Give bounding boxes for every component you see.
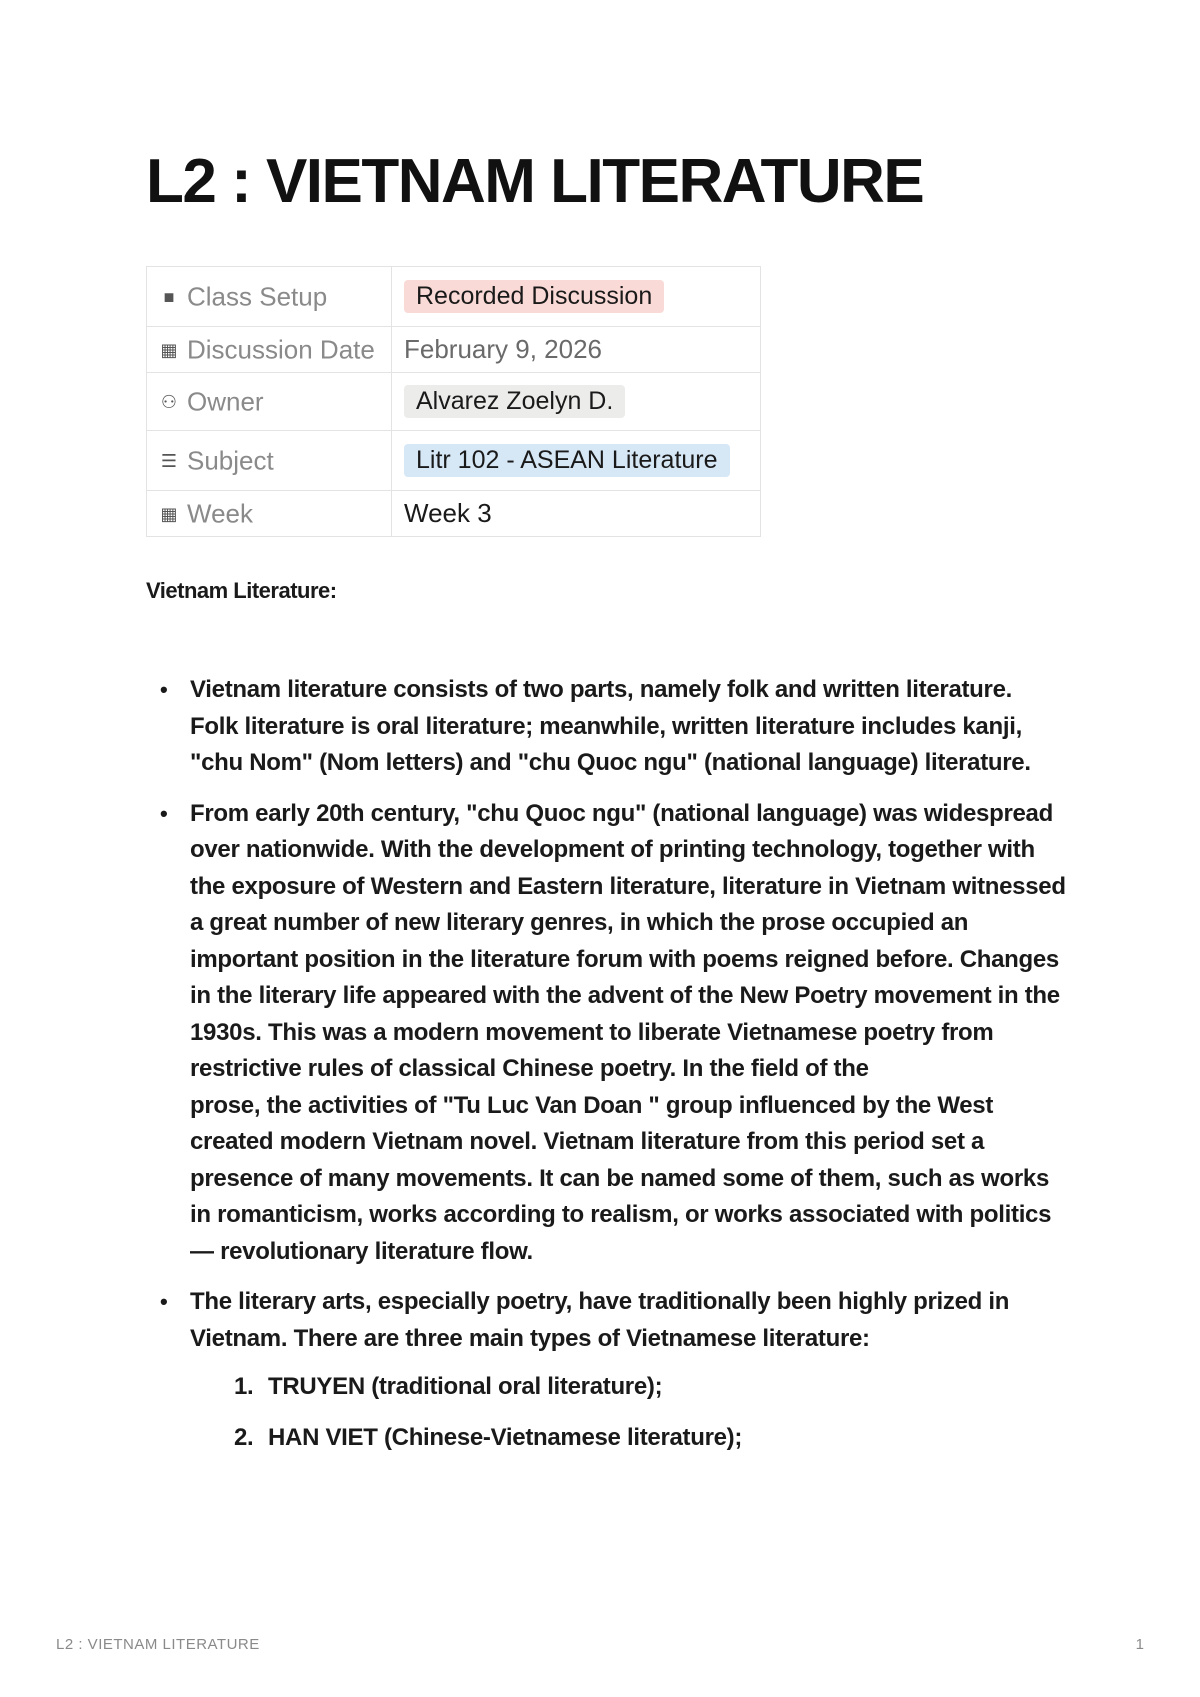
bullet-text: The literary arts, especially poetry, have traditionally been highly prized in Vietnam. There are three main types of Vietnamese literature: [190, 1288, 1010, 1352]
bullet-item [146, 672, 1066, 782]
bullet-text: Vietnam literature consists of two parts, namely folk and written literature. Folk literature is oral literature; meanwhile, written literature includes kanji, "chu Nom" (Nom letters) and "chu Quoc ngu" (national language) literature. [190, 676, 1031, 776]
calendar-icon: ▦ [160, 503, 178, 524]
property-row [147, 267, 761, 327]
properties-body [147, 267, 761, 537]
list-item-text: TRUYEN (traditional oral literature); [268, 1373, 663, 1400]
property-value-text: February 9, 2026 [404, 334, 603, 364]
types-list-item [234, 1420, 1066, 1457]
types-list-item [234, 1369, 1066, 1406]
list-icon: ☰ [160, 450, 178, 471]
bullet-list [146, 672, 1066, 1470]
property-key [147, 431, 392, 491]
property-row [147, 431, 761, 491]
property-value-text: Alvarez Zoelyn D. [404, 385, 625, 418]
list-number: 2. [234, 1423, 254, 1451]
footer-title: L2 : VIETNAM LITERATURE [56, 1636, 260, 1653]
bullet-dot: • [160, 677, 168, 702]
bullet-text: From early 20th century, "chu Quoc ngu" (national language) was widespread over nationwide. With the development of printing technology, together with the exposure of Western and Eastern literature, literature in Vietnam witnessed a great number of new literary genres, in which the prose occupied an important position in the literature forum with poems reigned before. Changes in the literary life appeared with the advent of the New Poetry movement in the 1930s. This was a modern movement to liberate Vietnamese poetry from restrictive rules of classical Chinese poetry. In the field of the [190, 799, 1066, 1082]
property-value-text: Week 3 [404, 498, 492, 528]
property-key [147, 267, 392, 327]
bullet-dot: • [160, 1289, 168, 1314]
bullet-item [146, 796, 1066, 1271]
property-key [147, 491, 392, 537]
page-title: L2 : VIETNAM LITERATURE [146, 147, 924, 216]
property-value-text: Recorded Discussion [404, 280, 664, 313]
property-key-label: Week [187, 498, 253, 529]
bullet-dot: • [160, 800, 168, 826]
section-heading: Vietnam Literature: [146, 578, 337, 603]
property-value[interactable] [392, 267, 761, 327]
property-value[interactable] [392, 491, 761, 537]
property-key [147, 327, 392, 373]
list-number: 1. [234, 1373, 254, 1400]
properties-table [146, 266, 761, 537]
property-key-label: Subject [187, 445, 274, 476]
square-icon: ■ [163, 286, 175, 307]
person-icon: ⚇ [160, 391, 178, 412]
bullet-text-continuation: prose, the activities of "Tu Luc Van Doan " group influenced by the West created modern Vietnam novel. Vietnam literature from this period set a presence of many movements. It can be named some of them, such as works in romanticism, works according to realism, or works associated with politics — revolutionary literature flow. [190, 1091, 1052, 1265]
property-value-text: Litr 102 - ASEAN Literature [404, 444, 730, 477]
property-key-label: Class Setup [187, 281, 328, 312]
property-value[interactable] [392, 431, 761, 491]
property-key-label: Owner [187, 386, 264, 417]
property-row [147, 491, 761, 537]
property-key [147, 373, 392, 431]
property-value[interactable] [392, 373, 761, 431]
property-row [147, 373, 761, 431]
property-key-label: Discussion Date [187, 334, 375, 365]
property-value[interactable] [392, 327, 761, 373]
list-item-text: HAN VIET (Chinese-Vietnamese literature); [268, 1423, 743, 1451]
bullet-item [146, 1284, 1066, 1456]
types-list [190, 1369, 1066, 1456]
page-number: 1 [1135, 1636, 1144, 1653]
calendar-icon: ▦ [160, 339, 178, 360]
property-row [147, 327, 761, 373]
